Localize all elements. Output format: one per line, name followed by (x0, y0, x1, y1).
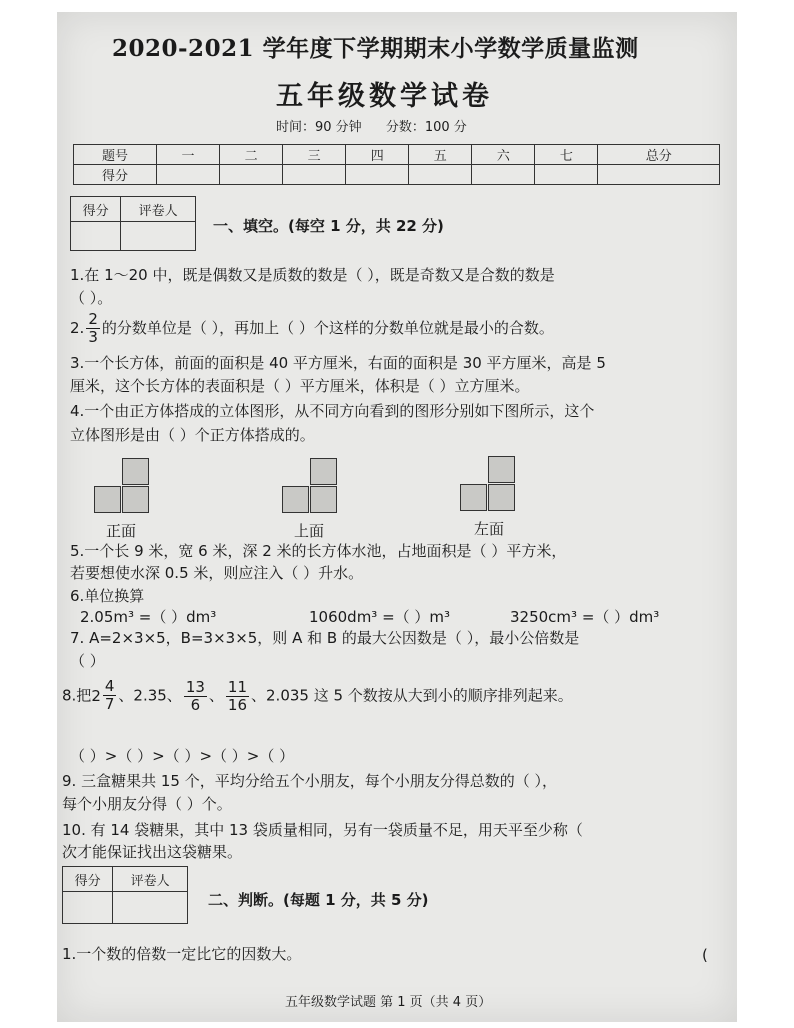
score-table-cell: 六 (472, 145, 535, 165)
score-table-blank (472, 165, 535, 185)
grader-score-label: 得分 (63, 867, 113, 892)
fraction-denominator: 6 (190, 695, 201, 714)
question-8-sep-2: 、 (208, 686, 224, 705)
mixed-whole: 2 (91, 686, 101, 705)
question-5-line-2: 若要想使水深 0.5 米，则应注入（ ）升水。 (70, 564, 364, 582)
question-8 (62, 678, 573, 714)
left-view-figure (460, 456, 520, 514)
top-view-label: 上面 (294, 522, 325, 540)
grader-score-cell (71, 222, 121, 251)
fraction-denominator: 7 (104, 695, 115, 713)
question-6-title: 6.单位换算 (70, 587, 145, 605)
left-view-label: 左面 (474, 520, 505, 538)
question-5-line-1: 5.一个长 9 米，宽 6 米，深 2 米的长方体水池，占地面积是（ ）平方米， (70, 542, 567, 560)
top-view-figure (282, 458, 342, 516)
grader-name-label: 评卷人 (113, 867, 188, 892)
question-4-line-1: 4.一个由正方体搭成的立体图形，从不同方向看到的图形分别如下图所示，这个 (70, 402, 595, 420)
grader-name-cell (121, 222, 196, 251)
score-table-cell: 三 (283, 145, 346, 165)
score-table-blank (535, 165, 598, 185)
score-table-blank (346, 165, 409, 185)
fraction-11-16 (226, 679, 249, 714)
fraction-numerator: 2 (88, 310, 98, 328)
section-1-title: 一、填空。(每空 1 分，共 22 分) (213, 217, 444, 235)
score-table-cell: 二 (220, 145, 283, 165)
fraction-denominator: 3 (88, 328, 98, 346)
grader-name-label: 评卷人 (121, 197, 196, 222)
question-2-text: 的分数单位是（ ），再加上（ ）个这样的分数单位就是最小的合数。 (101, 319, 554, 337)
mixed-number (91, 678, 118, 713)
fraction-13-6 (184, 679, 207, 714)
front-view-figure (94, 458, 154, 516)
fraction-denominator: 16 (227, 695, 248, 714)
fraction-numerator: 11 (227, 677, 248, 696)
cube-face (488, 484, 515, 511)
grader-name-cell (113, 892, 188, 924)
question-8-answer: （ ）>（ ）>（ ）>（ ）>（ ） (70, 747, 295, 765)
section-2-title: 二、判断。(每题 1 分，共 5 分) (208, 891, 429, 909)
score-table-blank (157, 165, 220, 185)
score-table-blank (598, 165, 720, 185)
exam-title: 2020-2021 学年度下学期期末小学数学质量监测 (112, 35, 639, 62)
cube-face (460, 484, 487, 511)
cube-face (282, 486, 309, 513)
question-8-suffix: 、2.035 这 5 个数按从大到小的顺序排列起来。 (251, 686, 573, 705)
question-6-part-2: 1060dm³ =（ ）m³ (309, 608, 451, 626)
fraction-numerator: 4 (104, 677, 115, 695)
question-9-line-2: 每个小朋友分得（ ）个。 (62, 795, 232, 813)
question-3-line-2: 厘米，这个长方体的表面积是（ ）平方厘米，体积是（ ）立方厘米。 (70, 377, 530, 395)
grader-box-2 (62, 866, 188, 924)
grader-score-label: 得分 (71, 197, 121, 222)
judge-answer-paren: ( (702, 946, 708, 964)
judge-question-1: 1.一个数的倍数一定比它的因数大。 (62, 945, 302, 963)
score-table-cell: 得分 (74, 165, 157, 185)
cube-face (122, 486, 149, 513)
score-table-cell: 一 (157, 145, 220, 165)
question-10-line-1: 10. 有 14 袋糖果，其中 13 袋质量相同，另有一袋质量不足，用天平至少称（ (62, 821, 583, 839)
front-view-label: 正面 (106, 522, 137, 540)
page-footer: 五年级数学试题 第 1 页（共 4 页） (285, 995, 492, 1010)
score-table-score-row (74, 165, 720, 185)
cube-face (488, 456, 515, 483)
exam-subtitle: 五年级数学试卷 (276, 81, 493, 112)
score-table-header-row (74, 145, 720, 165)
cube-face (310, 458, 337, 485)
question-9-line-1: 9. 三盒糖果共 15 个，平均分给五个小朋友，每个小朋友分得总数的（ ）， (62, 772, 557, 790)
question-10-line-2: 次才能保证找出这袋糖果。 (62, 843, 243, 861)
question-6-part-3: 3250cm³ =（ ）dm³ (510, 608, 660, 626)
score-table-blank (220, 165, 283, 185)
exam-time: 时间：90 分钟 (276, 120, 362, 135)
fraction-numerator: 13 (185, 677, 205, 696)
fraction-two-thirds (86, 311, 100, 346)
question-7-line-1: 7. A=2×3×5，B=3×3×5，则 A 和 B 的最大公因数是（ ），最小公倍数是 (70, 629, 580, 647)
score-table-cell: 题号 (74, 145, 157, 165)
score-table-cell: 四 (346, 145, 409, 165)
question-7-line-2: （ ） (70, 652, 105, 670)
question-8-prefix: 8.把 (62, 686, 92, 705)
grader-box-1 (70, 196, 196, 251)
score-table-blank (283, 165, 346, 185)
question-3-line-1: 3.一个长方体，前面的面积是 40 平方厘米，右面的面积是 30 平方厘米，高是 5 (70, 354, 606, 372)
score-table (73, 144, 720, 185)
cube-face (310, 486, 337, 513)
question-1-line-1: 1.在 1～20 中，既是偶数又是质数的数是（ ），既是奇数又是合数的数是 (70, 266, 555, 284)
score-table-cell: 七 (535, 145, 598, 165)
cube-face (94, 486, 121, 513)
exam-meta (276, 116, 467, 135)
question-8-sep-1: 、2.35、 (118, 686, 182, 705)
question-2-number: 2. (70, 319, 85, 337)
question-1-line-2: （ ）。 (70, 289, 113, 307)
question-6-part-1: 2.05m³ =（ ）dm³ (80, 608, 217, 626)
score-table-cell: 总分 (598, 145, 720, 165)
score-table-blank (409, 165, 472, 185)
exam-score: 分数：100 分 (385, 120, 467, 135)
cube-face (122, 458, 149, 485)
mixed-fraction (103, 678, 117, 713)
question-2 (70, 311, 554, 346)
question-4-line-2: 立体图形是由（ ）个正方体搭成的。 (70, 426, 315, 444)
score-table-cell: 五 (409, 145, 472, 165)
grader-score-cell (63, 892, 113, 924)
